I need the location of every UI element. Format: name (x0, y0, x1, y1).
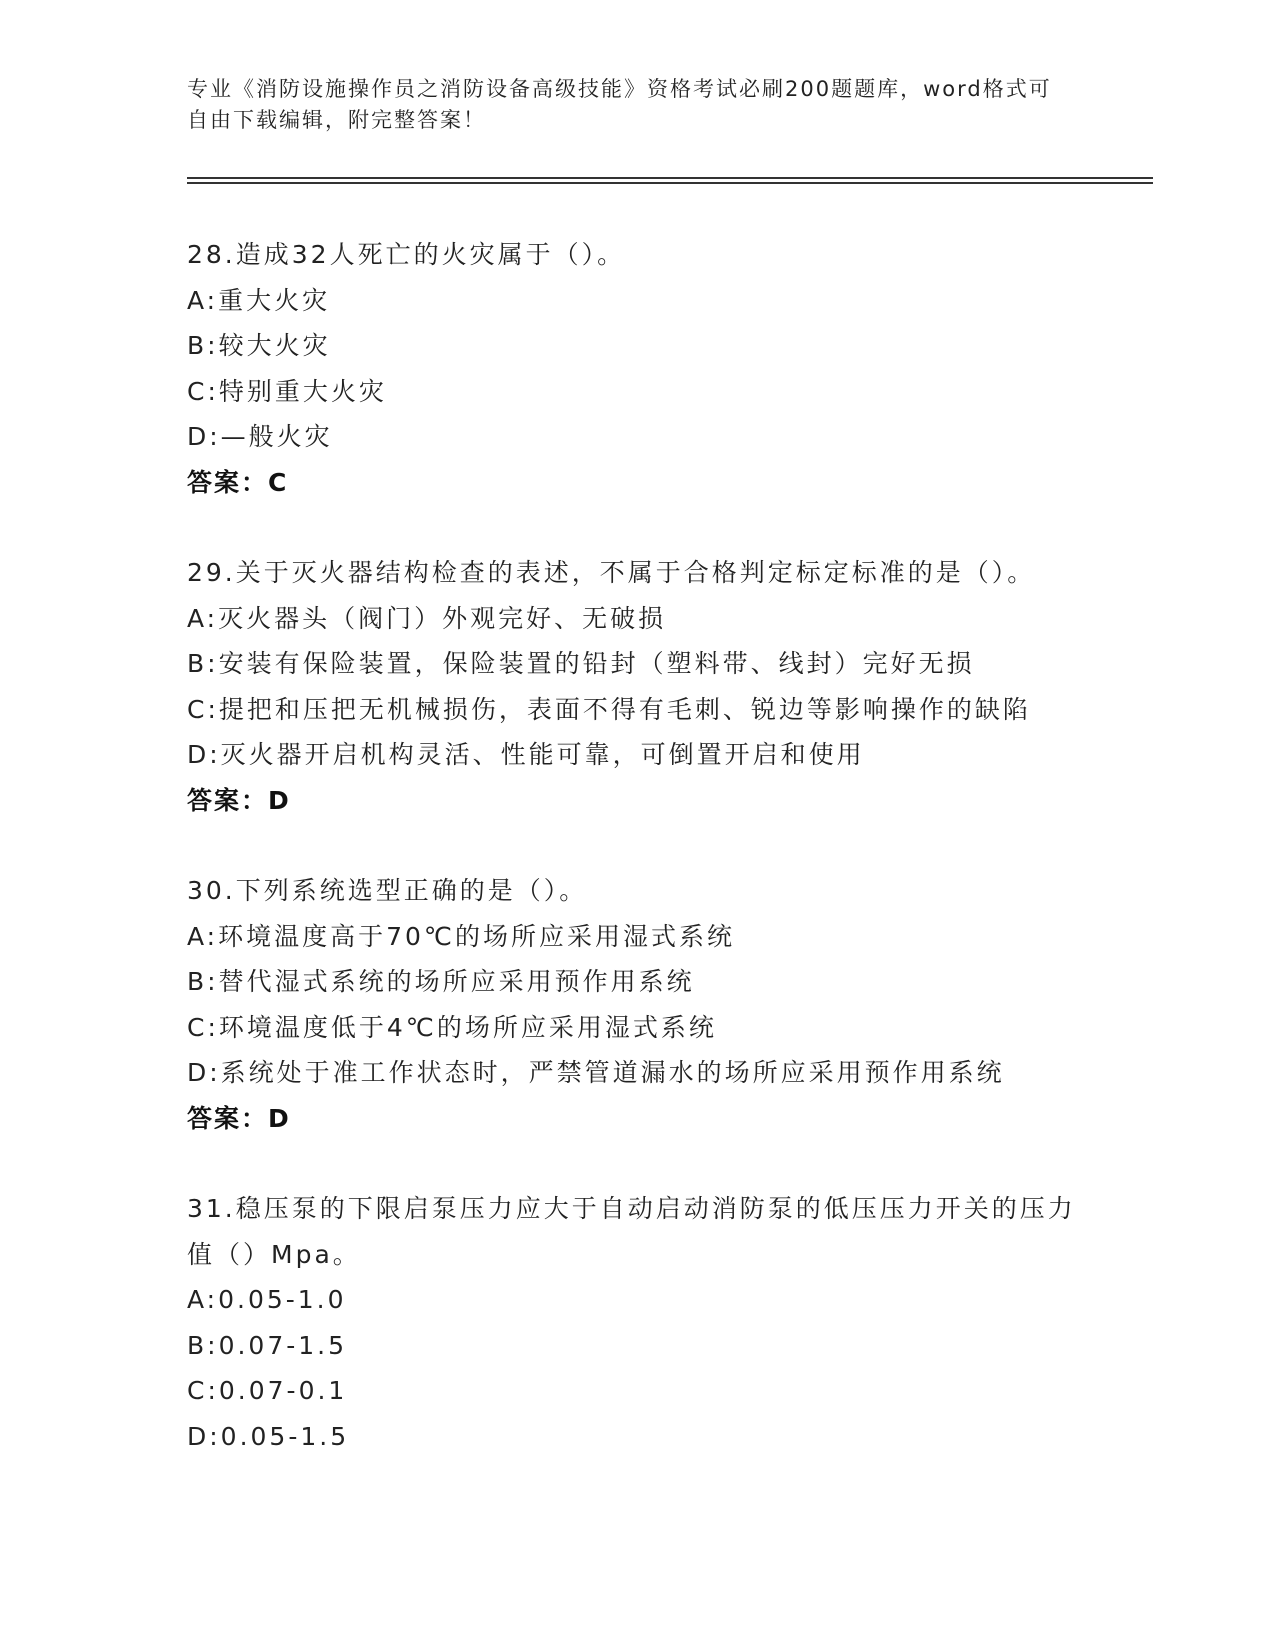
answer-line: 答案：C (187, 467, 289, 497)
answer-line: 答案：D (187, 1103, 291, 1133)
option-a: A:灭火器头（阀门）外观完好、无破损 (187, 603, 667, 633)
question-stem: 30.下列系统选型正确的是（）。 (187, 876, 588, 905)
option-a: A:重大火灾 (187, 285, 331, 315)
option-b: B:0.07-1.5 (187, 1330, 348, 1360)
option-d: D:灭火器开启机构灵活、性能可靠，可倒置开启和使用 (187, 740, 865, 769)
option-d: D:0.05-1.5 (187, 1421, 350, 1451)
document-header-description: 专业《消防设施操作员之消防设备高级技能》资格考试必刷200题题库，word格式可自由下载编辑，附完整答案！ (187, 77, 1052, 132)
option-b: B:替代湿式系统的场所应采用预作用系统 (187, 967, 695, 996)
header-divider-top (187, 177, 1153, 179)
option-c: C:提把和压把无机械损伤，表面不得有毛刺、锐边等影响操作的缺陷 (187, 694, 1031, 724)
option-b: B:较大火灾 (187, 331, 331, 360)
question-stem: 31.稳压泵的下限启泵压力应大于自动启动消防泵的低压压力开关的压力值（）Mpa。 (187, 1194, 1076, 1269)
option-c: C:特别重大火灾 (187, 376, 387, 406)
option-a: A:环境温度高于70℃的场所应采用湿式系统 (187, 921, 735, 951)
option-a: A:0.05-1.0 (187, 1285, 347, 1314)
question-30 (187, 868, 1087, 1141)
header-divider-bottom (187, 182, 1153, 184)
option-d: D:系统处于准工作状态时，严禁管道漏水的场所应采用预作用系统 (187, 1058, 1005, 1087)
question-28 (187, 232, 1087, 505)
answer-line: 答案：D (187, 785, 291, 815)
option-d: D:—般火灾 (187, 422, 333, 451)
question-stem: 28.造成32人死亡的火灾属于（）。 (187, 240, 626, 269)
option-c: C:环境温度低于4℃的场所应采用湿式系统 (187, 1012, 717, 1042)
question-29 (187, 550, 1087, 823)
option-c: C:0.07-0.1 (187, 1376, 348, 1405)
option-b: B:安装有保险装置，保险装置的铅封（塑料带、线封）完好无损 (187, 649, 975, 678)
question-stem: 29.关于灭火器结构检查的表述，不属于合格判定标定标准的是（）。 (187, 558, 1036, 587)
question-31 (187, 1186, 1087, 1459)
